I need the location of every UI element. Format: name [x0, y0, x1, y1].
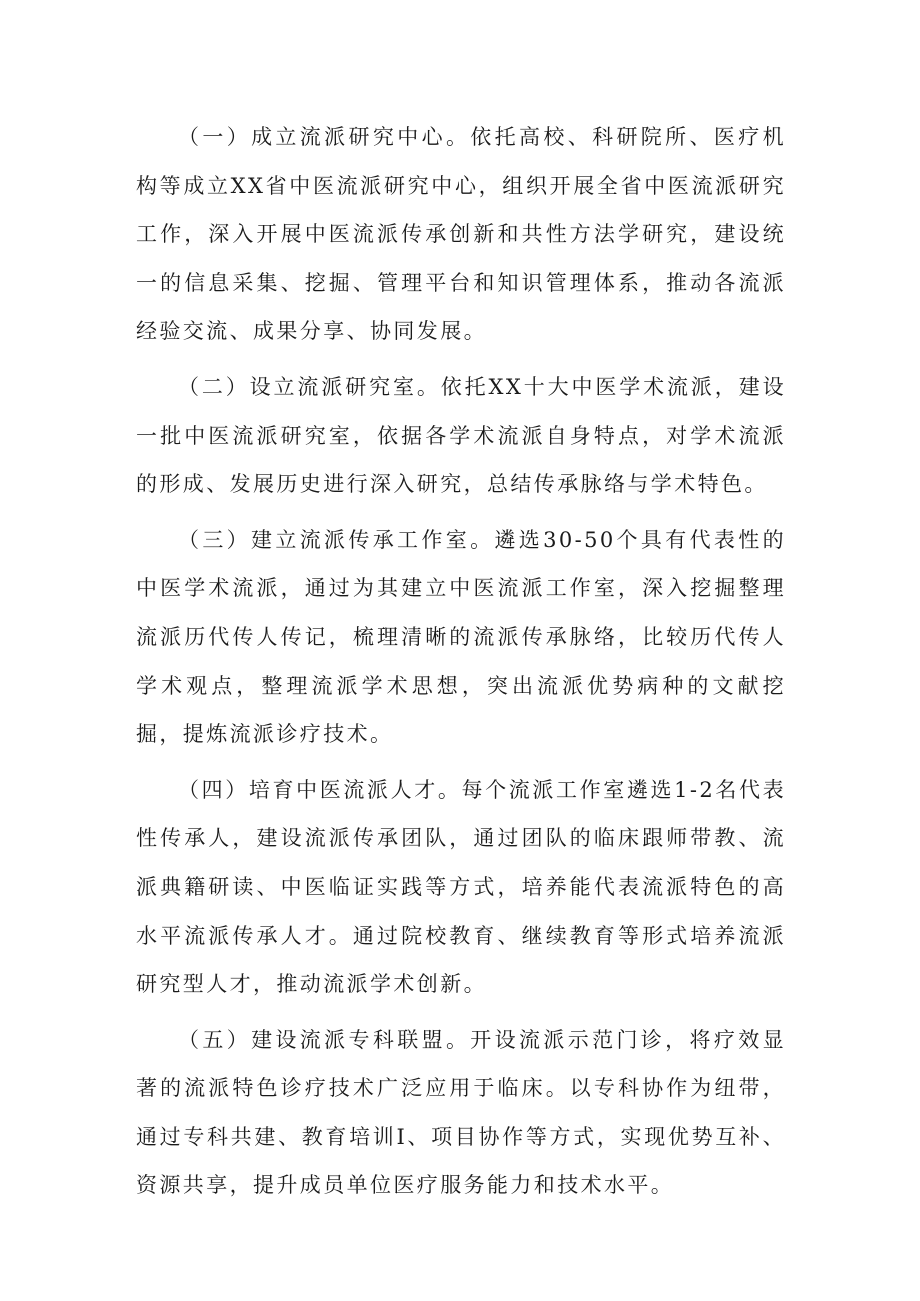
paragraph-1: （一）成立流派研究中心。依托高校、科研院所、医疗机构等成立XX省中医流派研究中心，组织开展全省中医流派研究工作，深入开展中医流派传承创新和共性方法学研究，建设统一的信息采集、挖掘、管理平台和知识管理体系，推动各流派经验交流、成果分享、协同发展。 — [136, 125, 786, 344]
document-body — [136, 113, 786, 1217]
paragraph-5: （五）建设流派专科联盟。开设流派示范门诊，将疗效显著的流派特色诊疗技术广泛应用于临床。以专科协作为纽带，通过专科共建、教育培训I、项目协作等方式，实现优势互补、资源共享，提升成员单位医疗服务能力和技术水平。 — [136, 1027, 786, 1198]
paragraph-4: （四）培育中医流派人才。每个流派工作室遴选1-2名代表性传承人，建设流派传承团队，通过团队的临床跟师带教、流派典籍研读、中医临证实践等方式，培养能代表流派特色的高水平流派传承人才。通过院校教育、继续教育等形式培养流派研究型人才，推动流派学术创新。 — [136, 777, 786, 997]
paragraph-2: （二）设立流派研究室。依托XX十大中医学术流派，建设一批中医流派研究室，依据各学术流派自身特点，对学术流派的形成、发展历史进行深入研究，总结传承脉络与学术特色。 — [136, 374, 786, 497]
paragraph-3: （三）建立流派传承工作室。遴选30-50个具有代表性的中医学术流派，通过为其建立中医流派工作室，深入挖掘整理流派历代传人传记，梳理清晰的流派传承脉络，比较历代传人学术观点，整理流派学术思想，突出流派优势病种的文献挖掘，提炼流派诊疗技术。 — [136, 527, 786, 747]
